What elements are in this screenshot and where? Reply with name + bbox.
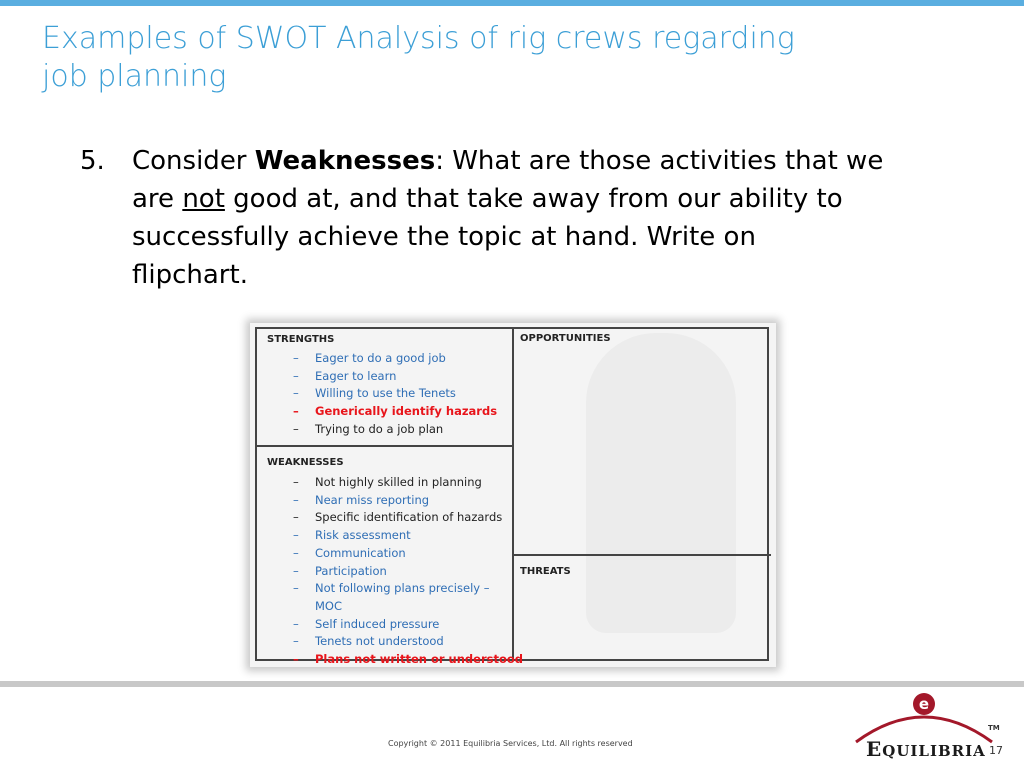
bullet-dash: – [293, 528, 299, 543]
bottom-divider-bar [0, 681, 1024, 687]
strengths-item-text: Willing to use the Tenets [315, 386, 456, 401]
grid-left-divider [257, 445, 512, 447]
weaknesses-item [293, 545, 523, 563]
weaknesses-item [293, 527, 523, 545]
strengths-heading: STRENGTHS [267, 334, 335, 345]
weaknesses-heading: WEAKNESSES [267, 457, 344, 468]
strengths-item-text: Trying to do a job plan [315, 421, 444, 436]
strengths-item-text: Eager to learn [315, 368, 397, 383]
point-number: 5. [80, 146, 105, 176]
equilibria-logo [852, 690, 1002, 765]
title-line-1: Examples of SWOT Analysis of rig crews regarding [42, 21, 795, 56]
point-prefix: Consider [132, 146, 255, 176]
logo-letter: e [918, 695, 930, 713]
bullet-dash: – [293, 634, 299, 649]
bullet-dash: – [293, 421, 299, 436]
weaknesses-item-text: Near miss reporting [315, 492, 430, 507]
point-after-bold: : What are those activities that we [435, 146, 884, 176]
weaknesses-item [293, 563, 523, 581]
opportunities-heading: OPPORTUNITIES [520, 333, 611, 344]
copyright-notice: Copyright © 2011 Equilibria Services, Ltd. All rights reserved [388, 739, 633, 748]
weaknesses-item-text: Risk assessment [315, 528, 411, 543]
strengths-item [293, 368, 497, 386]
strengths-item-text: Eager to do a good job [315, 351, 446, 365]
point-line2-post: good at, and that take away from our ability to [224, 184, 843, 214]
weaknesses-item-text: Participation [315, 563, 387, 578]
point-bold-term: Weaknesses [254, 146, 436, 176]
weaknesses-item [293, 598, 523, 616]
weaknesses-item [293, 633, 523, 651]
weaknesses-item [293, 474, 523, 492]
weaknesses-item [293, 492, 523, 510]
weaknesses-item-text: Specific identification of hazards [315, 510, 503, 525]
swot-flipchart-photo [250, 323, 776, 667]
bullet-dash: – [293, 404, 299, 419]
strengths-item [293, 403, 497, 421]
bullet-dash: – [293, 351, 299, 365]
point-line2-pre: are [132, 184, 183, 214]
weaknesses-item-text: Communication [315, 545, 406, 560]
strengths-item [293, 350, 497, 368]
bullet-dash: – [293, 475, 299, 489]
logo-wordmark [866, 737, 986, 761]
swot-grid [255, 327, 769, 667]
weaknesses-item [293, 616, 523, 634]
slide-title [42, 20, 942, 96]
point-underlined-word: not [182, 184, 225, 214]
threats-heading: THREATS [520, 566, 571, 577]
grid-right-divider [514, 554, 771, 556]
bullet-dash: – [293, 368, 299, 383]
title-line-2: job planning [42, 59, 227, 94]
bullet-dash: – [293, 510, 299, 525]
top-accent-bar [0, 0, 1024, 6]
point-text [132, 142, 992, 294]
strengths-list [293, 350, 497, 439]
weaknesses-item-text: MOC [315, 598, 343, 613]
strengths-item [293, 421, 497, 439]
weaknesses-item-text: Plans not written or understood [315, 652, 524, 667]
point-line-2 [132, 180, 992, 218]
strengths-item-text: Generically identify hazards [315, 404, 498, 419]
logo-big-letter: E [866, 737, 883, 761]
weaknesses-list [293, 474, 523, 669]
logo-small-letters: QUILIBRIA [882, 742, 986, 760]
weaknesses-item-text: Not following plans precisely – [315, 581, 490, 596]
weaknesses-item [293, 580, 523, 598]
bullet-dash: – [293, 581, 299, 596]
bullet-dash: – [293, 386, 299, 401]
bullet-dash: – [293, 616, 299, 631]
weaknesses-item-text: Self induced pressure [315, 616, 440, 631]
strengths-item [293, 385, 497, 403]
weaknesses-item-text: Tenets not understood [315, 634, 444, 649]
bullet-dash: – [293, 652, 299, 667]
page-number: 17 [989, 744, 1003, 757]
weaknesses-item [293, 509, 523, 527]
bullet-dash: – [293, 545, 299, 560]
point-line-3: successfully achieve the topic at hand. Write on [132, 222, 756, 252]
trademark-mark: TM [988, 724, 1000, 732]
bullet-dash: – [293, 492, 299, 507]
point-line-4: flipchart. [132, 260, 248, 290]
bullet-dash: – [293, 563, 299, 578]
point-line-1 [132, 142, 992, 180]
weaknesses-item-text: Not highly skilled in planning [315, 475, 482, 489]
weaknesses-item [293, 651, 523, 669]
